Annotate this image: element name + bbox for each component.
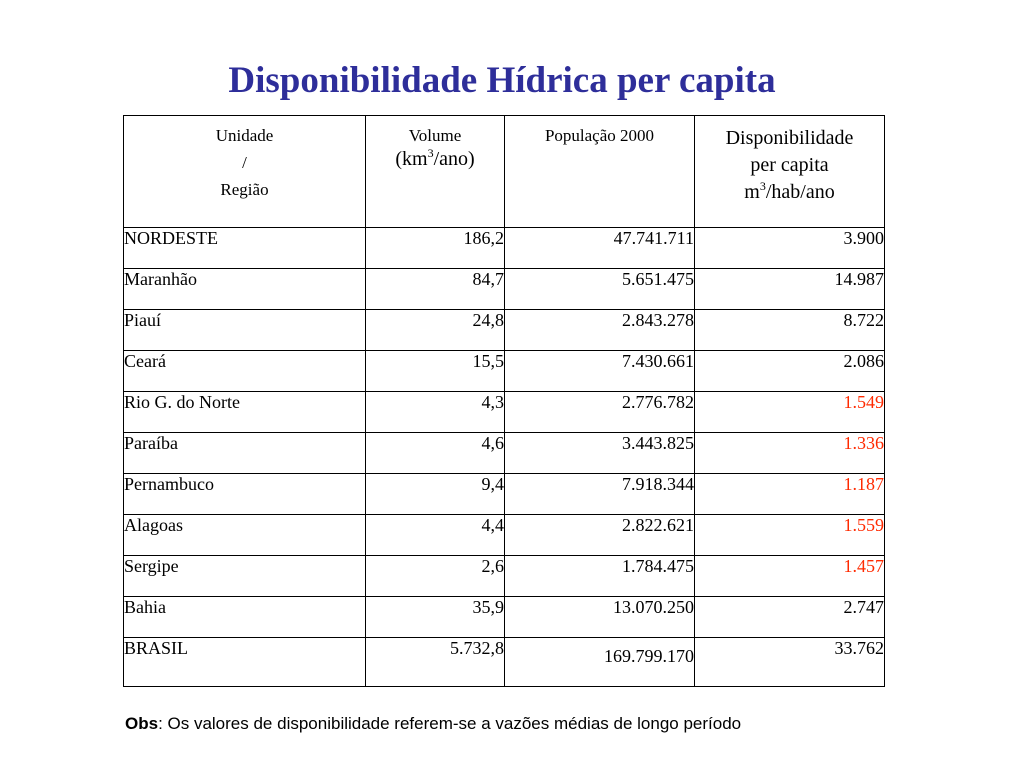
volume-cell: 4,3 (366, 392, 505, 433)
header-disponibilidade-unit-pre: m (744, 181, 760, 203)
availability-cell: 8.722 (695, 310, 885, 351)
header-volume (366, 116, 505, 228)
population-cell: 47.741.711 (505, 228, 695, 269)
region-cell: Bahia (124, 597, 366, 638)
volume-cell: 2,6 (366, 556, 505, 597)
page-title: Disponibilidade Hídrica per capita (228, 60, 776, 101)
region-cell: Alagoas (124, 515, 366, 556)
volume-cell: 4,6 (366, 433, 505, 474)
table-row (124, 228, 885, 269)
volume-cell: 84,7 (366, 269, 505, 310)
table-row (124, 474, 885, 515)
water-availability-table (123, 115, 885, 687)
availability-cell: 2.086 (695, 351, 885, 392)
header-disponibilidade-line1: Disponibilidade (725, 127, 854, 149)
availability-cell: 14.987 (695, 269, 885, 310)
header-slash: / (242, 153, 247, 172)
population-cell: 169.799.170 (505, 638, 695, 687)
availability-cell: 1.187 (695, 474, 885, 515)
volume-cell: 15,5 (366, 351, 505, 392)
header-disponibilidade-unit (695, 179, 884, 206)
footnote-text: : Os valores de disponibilidade referem-se a vazões médias de longo período (158, 714, 742, 733)
header-volume-unit-sup: 3 (427, 146, 434, 160)
header-disponibilidade (695, 116, 885, 228)
table-row (124, 597, 885, 638)
table-row (124, 515, 885, 556)
availability-cell: 2.747 (695, 597, 885, 638)
header-disponibilidade-unit-sup: 3 (759, 179, 766, 193)
availability-cell: 1.559 (695, 515, 885, 556)
table-row (124, 310, 885, 351)
population-cell: 7.918.344 (505, 474, 695, 515)
region-cell: Sergipe (124, 556, 366, 597)
volume-cell: 5.732,8 (366, 638, 505, 687)
table-row (124, 269, 885, 310)
header-volume-label: Volume (408, 126, 462, 145)
availability-cell: 1.336 (695, 433, 885, 474)
footnote (125, 712, 741, 736)
header-disponibilidade-unit-post: /hab/ano (765, 181, 835, 203)
volume-cell: 4,4 (366, 515, 505, 556)
header-volume-unit-post: /ano) (433, 148, 475, 170)
volume-cell: 9,4 (366, 474, 505, 515)
footnote-label: Obs (125, 714, 159, 733)
population-cell: 13.070.250 (505, 597, 695, 638)
population-cell: 5.651.475 (505, 269, 695, 310)
header-populacao: População 2000 (505, 116, 695, 228)
region-cell: Maranhão (124, 269, 366, 310)
region-cell: Ceará (124, 351, 366, 392)
region-cell: Piauí (124, 310, 366, 351)
region-cell: BRASIL (124, 638, 366, 687)
header-unidade: Unidade (215, 126, 274, 145)
availability-cell: 33.762 (695, 638, 885, 687)
volume-cell: 24,8 (366, 310, 505, 351)
region-cell: Paraíba (124, 433, 366, 474)
table-row (124, 392, 885, 433)
volume-cell: 186,2 (366, 228, 505, 269)
header-disponibilidade-line2: per capita (750, 154, 829, 176)
table-row (124, 433, 885, 474)
region-cell: NORDESTE (124, 228, 366, 269)
header-regiao: Região (220, 180, 269, 199)
region-cell: Rio G. do Norte (124, 392, 366, 433)
region-cell: Pernambuco (124, 474, 366, 515)
table-row (124, 351, 885, 392)
population-cell: 2.822.621 (505, 515, 695, 556)
population-cell: 2.843.278 (505, 310, 695, 351)
availability-cell: 1.457 (695, 556, 885, 597)
availability-cell: 3.900 (695, 228, 885, 269)
header-volume-unit-pre: (km (395, 148, 428, 170)
volume-cell: 35,9 (366, 597, 505, 638)
header-unidade-regiao (124, 116, 366, 228)
availability-cell: 1.549 (695, 392, 885, 433)
population-cell: 3.443.825 (505, 433, 695, 474)
header-volume-unit (366, 146, 504, 172)
population-cell: 2.776.782 (505, 392, 695, 433)
table-header-row (124, 116, 885, 228)
population-cell: 7.430.661 (505, 351, 695, 392)
population-cell: 1.784.475 (505, 556, 695, 597)
table-row (124, 556, 885, 597)
table-row-total (124, 638, 885, 687)
